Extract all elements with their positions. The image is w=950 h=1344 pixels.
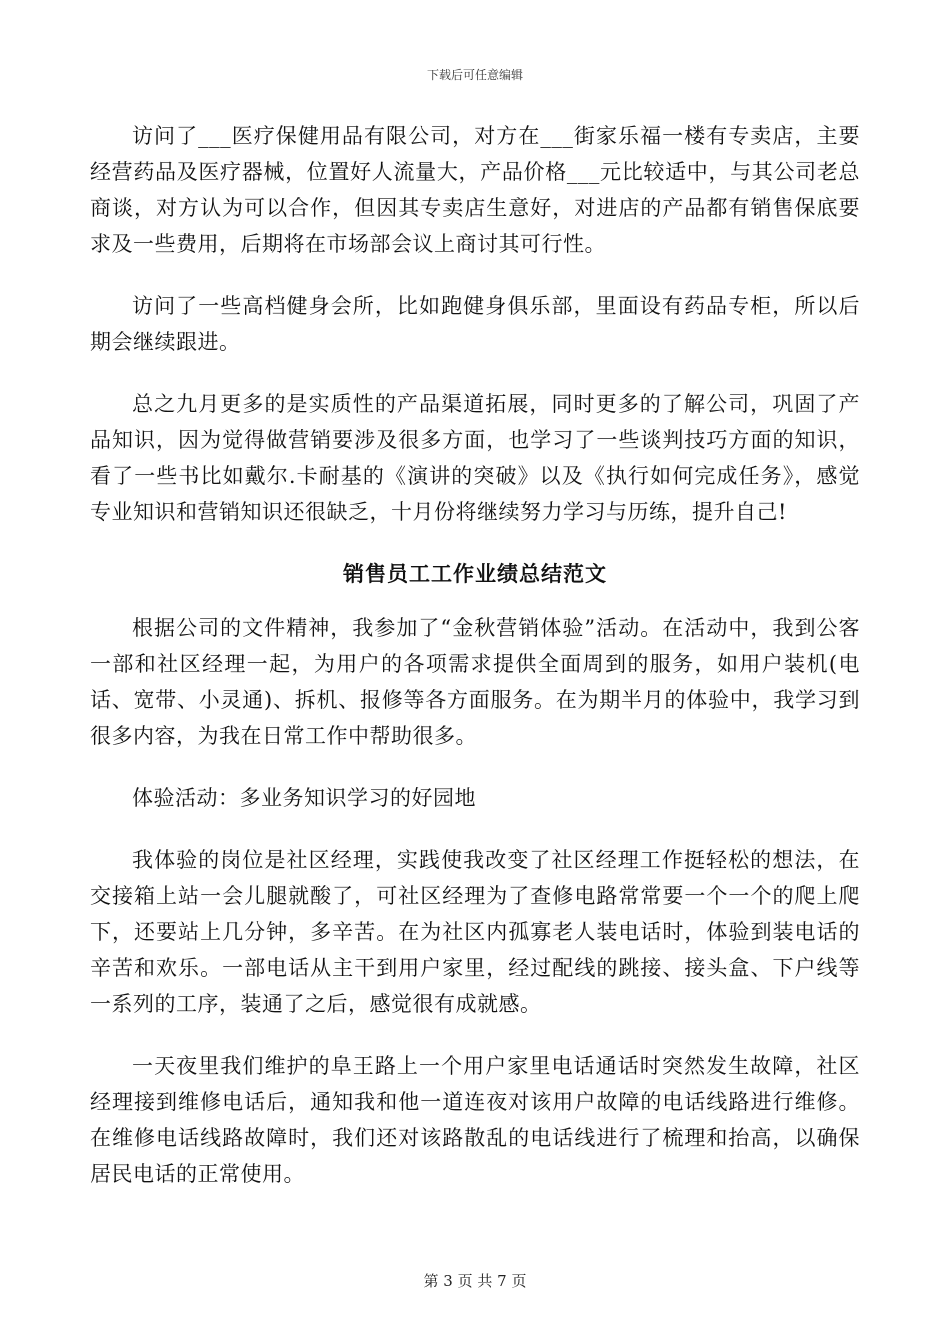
paragraph-gym-visit: 访问了一些高档健身会所，比如跑健身俱乐部，里面设有药品专柜，所以后期会继续跟进。 (90, 294, 860, 354)
paragraph-night-repair: 一天夜里我们维护的阜王路上一个用户家里电话通话时突然发生故障，社区经理接到维修电话后，通知我和他一道连夜对该用户故障的电话线路进行维修。在维修电话线路故障时，我们还对该路散乱的电话线进行了梳理和抬高，以确保居民电话的正常使用。 (90, 1054, 860, 1186)
section-title: 销售员工工作业绩总结范文 (343, 561, 607, 586)
paragraph-subheading: 体验活动：多业务知识学习的好园地 (132, 786, 476, 810)
paragraph-activity-intro: 根据公司的文件精神，我参加了“金秋营销体验”活动。在活动中，我到公客一部和社区经理一起，为用户的各项需求提供全面周到的服务，如用户装机(电话、宽带、小灵通)、拆机、报修等各方面服务。在为期半月的体验中，我学习到很多内容，为我在日常工作中帮助很多。 (90, 616, 860, 748)
paragraph-community-manager: 我体验的岗位是社区经理，实践使我改变了社区经理工作挺轻松的想法，在交接箱上站一会儿腿就酸了，可社区经理为了查修电路常常要一个一个的爬上爬下，还要站上几分钟，多辛苦。在为社区内孤寡老人装电话时，体验到装电话的辛苦和欢乐。一部电话从主干到用户家里，经过配线的跳接、接头盒、下户线等一系列的工序，装通了之后，感觉很有成就感。 (90, 848, 860, 1016)
page-number-footer: 第 3 页 共 7 页 (423, 1272, 527, 1290)
page-header: 下载后可任意编辑 (426, 68, 523, 82)
paragraph-september-summary: 总之九月更多的是实质性的产品渠道拓展，同时更多的了解公司，巩固了产品知识，因为觉得做营销要涉及很多方面，也学习了一些谈判技巧方面的知识，看了一些书比如戴尔.卡耐基的《演讲的突破》以及《执行如何完成任务》，感觉专业知识和营销知识还很缺乏，十月份将继续努力学习与历练，提升自己! (90, 392, 860, 524)
paragraph-pharmacy-visit: 访问了___医疗保健用品有限公司，对方在___街家乐福一楼有专卖店，主要经营药品及医疗器械，位置好人流量大，产品价格___元比较适中，与其公司老总商谈，对方认为可以合作，但因其专卖店生意好，对进店的产品都有销售保底要求及一些费用，后期将在市场部会议上商讨其可行性。 (90, 124, 860, 256)
document-body (90, 118, 860, 1192)
